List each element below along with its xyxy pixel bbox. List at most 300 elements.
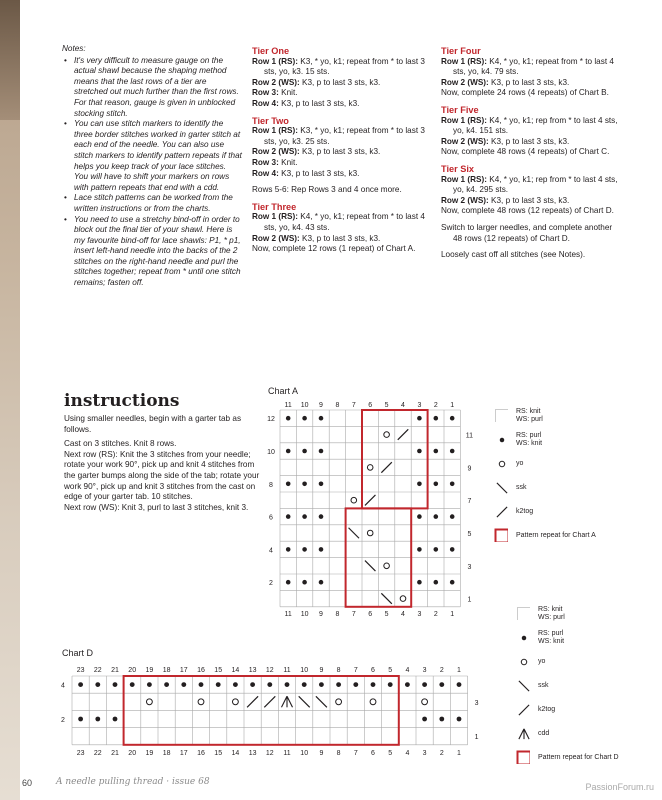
row-text: K3, * yo, k1; repeat from * to last 3 sts, yo, k3. 25 sts. <box>264 126 425 146</box>
notes-title: Notes: <box>62 44 86 53</box>
legend-label: yo <box>516 460 524 467</box>
chart-a-col-number-bottom: 1 <box>450 610 455 618</box>
pattern-row <box>441 175 621 196</box>
purl-dot <box>319 547 324 552</box>
tier-heading: Tier Four <box>441 46 481 56</box>
chart-d-col-number-top: 8 <box>336 667 341 674</box>
row-text: Now, complete 48 rows (4 repeats) of Chart C. <box>441 147 610 157</box>
chart-a-col-number-bottom: 6 <box>368 610 373 618</box>
chart-d-col-number-top: 22 <box>93 667 102 674</box>
chart-d-col-number-bottom: 4 <box>405 749 410 757</box>
k2tog-slash <box>497 507 507 517</box>
purl-dot <box>319 580 324 585</box>
chart-a-row-number-right: 5 <box>467 531 472 538</box>
legend-label: yo <box>538 658 546 665</box>
chart-d-col-number-top: 12 <box>265 667 274 674</box>
row-text: Knit. <box>281 88 298 98</box>
yo-icon <box>494 456 508 470</box>
row-label: Row 4: <box>252 168 279 178</box>
purl-dot <box>181 682 186 687</box>
row-label: Row 4: <box>252 98 279 108</box>
dot-icon <box>494 432 508 446</box>
purl-dot <box>457 717 462 722</box>
cdd-symbol <box>519 729 529 739</box>
chart-d-col-number-bottom: 7 <box>353 749 358 757</box>
pattern-row <box>441 88 621 99</box>
ssk-slash <box>365 561 375 571</box>
row-text: Knit. <box>281 157 298 167</box>
tier-heading: Tier Five <box>441 104 479 115</box>
legend-label: RS: knit <box>516 408 541 415</box>
pattern-row <box>252 169 432 180</box>
k2tog-icon <box>494 504 508 518</box>
instructions-paragraph: Next row (WS): Knit 3, purl to last 3 stitches, knit 3. <box>64 502 249 512</box>
chart-a-row-number-left: 10 <box>267 449 275 456</box>
chart-d-col-number-top: 17 <box>179 667 188 674</box>
chart-d-col-number-top: 6 <box>371 667 375 674</box>
chart-d-col-number-top: 15 <box>214 667 223 674</box>
row-text: K3, p to last 3 sts, k3. <box>281 168 360 178</box>
purl-dot <box>164 682 169 687</box>
pattern-row <box>252 234 432 245</box>
purl-dot <box>302 580 307 585</box>
ssk-slash <box>316 696 327 707</box>
purl-dot <box>439 717 444 722</box>
yo-circle <box>384 432 390 438</box>
chart-d-col-number-bottom: 16 <box>197 749 205 757</box>
chart-d-col-number-bottom: 12 <box>265 749 274 757</box>
row-text: Now, complete 48 rows (12 repeats) of Chart D. <box>441 206 614 216</box>
row-label: Row 3: <box>252 157 279 167</box>
pattern-row <box>441 116 621 137</box>
page-spine-shadow <box>0 0 20 800</box>
row-text: K3, p to last 3 sts, k3. <box>491 77 570 87</box>
purl-dot <box>417 580 422 585</box>
purl-dot <box>267 682 272 687</box>
k2tog-slash <box>519 705 529 715</box>
yo-circle <box>336 699 342 705</box>
chart-a-col-number-top: 6 <box>368 402 373 409</box>
empty-icon <box>516 606 530 620</box>
legend-label: WS: knit <box>538 638 565 645</box>
chart-d-col-number-bottom: 3 <box>422 749 427 757</box>
row-text: K3, * yo, k1; repeat from * to last 3 sts, yo, k3. 15 sts. <box>264 56 425 77</box>
chart-d-col-number-bottom: 11 <box>283 749 291 757</box>
notes-item: • You can use stitch markers to identify the three border stitches worked in garter stitch at each end of the needle. You can also use stitch markers to identify pattern repeats if that helps you keep track of your lace stitches. You will have to shift your markers on rows with pattern repeats that end with a cdd. <box>74 119 242 193</box>
row-text: K4, * yo, k1; repeat from * to last 4 sts, yo, k4. 43 sts. <box>264 212 425 232</box>
chart-a-row-number-right: 3 <box>467 563 472 571</box>
notes-section <box>62 44 242 289</box>
chart-a-col-number-bottom: 8 <box>335 610 340 618</box>
chart-d-row-number-left: 2 <box>61 717 65 724</box>
purl-dot <box>95 682 100 687</box>
purl-dot <box>302 482 307 487</box>
chart-a-row-number-right: 11 <box>465 432 474 440</box>
chart-d-col-number-bottom: 20 <box>128 749 137 757</box>
purl-dot <box>130 682 135 687</box>
page-number: 60 <box>22 778 33 788</box>
chart-d-title: Chart D <box>62 648 94 658</box>
pattern-row <box>252 244 432 255</box>
purl-dot <box>302 547 307 552</box>
chart-a-row-number-right: 9 <box>467 465 472 473</box>
row-text: Loosely cast off all stitches (see Notes). <box>441 250 586 260</box>
ssk-icon <box>494 480 508 494</box>
chart-d-col-number-top: 23 <box>76 667 85 674</box>
chart-d-col-number-top: 21 <box>111 667 119 674</box>
chart-a-col-number-top: 3 <box>417 402 422 409</box>
row-text: K3, p to last 3 sts, k3. <box>491 136 570 146</box>
chart-d-col-number-bottom: 6 <box>371 749 375 757</box>
legend-label: WS: purl <box>516 416 543 423</box>
chart-a-col-number-bottom: 11 <box>284 610 292 618</box>
chart-d-col-number-bottom: 19 <box>145 749 154 757</box>
yo-circle <box>400 596 406 602</box>
chart-d-col-number-bottom: 14 <box>231 749 240 757</box>
purl-dot <box>319 449 324 454</box>
k2tog-slash <box>264 696 275 707</box>
k2tog-icon <box>516 702 530 716</box>
yo-circle <box>232 699 238 705</box>
purl-dot <box>450 547 455 552</box>
purl-dot <box>388 682 393 687</box>
legend-label: WS: knit <box>516 440 543 447</box>
row-text: Now, complete 24 rows (4 repeats) of Chart B. <box>441 88 609 98</box>
purl-dot <box>434 547 439 552</box>
purl-dot <box>286 416 291 421</box>
legend-label: Pattern repeat for Chart D <box>538 754 619 761</box>
purl-dot <box>371 682 376 687</box>
chart-d-row-number-right: 1 <box>474 734 479 742</box>
chart-d-col-number-top: 2 <box>439 667 444 674</box>
purl-dot <box>286 547 291 552</box>
instructions-paragraph: Next row (RS): Knit the 3 stitches from your needle; rotate your work 90°, pick up and knit 4 stitches from the garter bumps along the side of the tab; rotate your work 90°, pick up and knit 3 stitches from the cast on edge of your garter tab. 10 stitches. <box>64 449 260 502</box>
chart-a-col-number-top: 10 <box>300 402 309 409</box>
legend-label: WS: purl <box>538 614 565 621</box>
yo-circle <box>422 699 428 705</box>
row-text: K3, p to last 3 sts, k3. <box>302 147 381 157</box>
purl-dot <box>450 482 455 487</box>
chart-d-col-number-bottom: 21 <box>111 749 119 757</box>
pattern-row <box>252 185 432 196</box>
purl-dot <box>450 416 455 421</box>
ssk-icon <box>516 678 530 692</box>
chart-d-col-number-bottom: 13 <box>248 749 257 757</box>
pattern-row <box>252 158 432 169</box>
notes-item: • You need to use a stretchy bind-off in order to block out the final tier of your shawl. Here is my favourite bind-off for lace shawls: P1, * p1, insert left-hand needle into the backs of the 2 stitches on the right-hand needle and purl the stitches together; repeat from * until one stitch remains; fasten off. <box>74 215 242 289</box>
yo-circle <box>499 461 504 466</box>
row-label: Row 1 (RS): <box>441 115 487 125</box>
row-label: Row 2 (WS): <box>252 77 300 87</box>
chart-a-row-number-left: 12 <box>267 416 275 424</box>
chart-d-col-number-bottom: 10 <box>300 749 309 757</box>
purl-dot <box>147 682 152 687</box>
purl-dot <box>302 514 307 519</box>
purl-dot <box>302 416 307 421</box>
ssk-slash <box>349 528 359 538</box>
chart-d-col-number-top: 20 <box>128 667 137 674</box>
chart-a-col-number-bottom: 2 <box>433 610 438 618</box>
row-text: Switch to larger needles, and complete another 48 rows (12 repeats) of Chart D. <box>441 222 613 243</box>
empty-icon <box>494 408 508 422</box>
purl-dot <box>500 438 504 442</box>
chart-a-col-number-top: 9 <box>319 402 323 409</box>
chart-d-row-number-right: 3 <box>474 699 479 707</box>
chart-a-col-number-top: 4 <box>401 402 405 409</box>
chart-d-col-number-bottom: 9 <box>319 749 324 757</box>
row-text: K3, p to last 3 sts, k3. <box>491 195 570 205</box>
yo-circle <box>370 699 376 705</box>
chart-d-col-number-top: 11 <box>283 667 291 674</box>
instructions-paragraph: Using smaller needles, begin with a garter tab as follows. <box>64 414 242 434</box>
pattern-row <box>252 78 432 89</box>
cdd-icon <box>516 726 530 740</box>
chart-a-col-number-bottom: 10 <box>300 610 309 618</box>
row-label: Row 2 (WS): <box>252 233 300 243</box>
tiers-column-1 <box>252 44 432 259</box>
purl-dot <box>286 449 291 454</box>
purl-dot <box>78 682 83 687</box>
yo-circle <box>351 497 357 503</box>
yo-circle <box>198 699 204 705</box>
chart-d-col-number-bottom: 2 <box>439 749 444 757</box>
chart-a-col-number-bottom: 3 <box>417 610 422 618</box>
chart-a-col-number-top: 11 <box>284 402 292 409</box>
repeat-icon <box>494 528 508 542</box>
purl-dot <box>522 636 526 640</box>
legend-label: ssk <box>516 484 527 491</box>
row-text: K4, * yo, k1; rep from * to last 4 sts, yo, k4. 295 sts. <box>453 174 618 195</box>
purl-dot <box>302 682 307 687</box>
ssk-slash <box>299 696 310 707</box>
tier-heading: Tier One <box>252 46 290 56</box>
row-label: Row 2 (WS): <box>441 77 489 87</box>
instructions-paragraph: Cast on 3 stitches. Knit 8 rows. <box>64 439 177 449</box>
row-label: Row 2 (WS): <box>441 195 489 205</box>
row-text: K3, p to last 3 sts, k3. <box>302 233 381 243</box>
purl-dot <box>434 514 439 519</box>
purl-dot <box>422 682 427 687</box>
ssk-slash <box>497 483 507 493</box>
row-label: Row 2 (WS): <box>441 136 489 146</box>
chart-a-col-number-bottom: 9 <box>319 610 323 618</box>
yo-circle <box>367 530 373 536</box>
chart-d-col-number-bottom: 15 <box>214 749 223 757</box>
legend-label: RS: purl <box>516 432 542 439</box>
row-text: Now, complete 12 rows (1 repeat) of Chart A. <box>252 244 416 254</box>
purl-dot <box>405 682 410 687</box>
purl-dot <box>302 449 307 454</box>
purl-dot <box>434 580 439 585</box>
pattern-row <box>441 206 621 217</box>
dot-icon <box>516 630 530 644</box>
chart-a-row-number-left: 4 <box>269 547 273 555</box>
row-label: Row 2 (WS): <box>252 147 300 157</box>
k2tog-slash <box>381 462 391 472</box>
ssk-slash <box>381 593 391 603</box>
purl-dot <box>353 682 358 687</box>
magazine-title: A needle pulling thread · issue 68 <box>56 777 210 787</box>
pattern-row <box>252 126 432 147</box>
purl-dot <box>286 580 291 585</box>
legend-label: ssk <box>538 682 549 689</box>
cdd-symbol <box>281 696 292 707</box>
purl-dot <box>417 514 422 519</box>
tier-heading: Tier Two <box>252 115 289 126</box>
chart-a-col-number-top: 2 <box>433 402 438 409</box>
purl-dot <box>199 682 204 687</box>
notes-item: • Lace stitch patterns can be worked from the written instructions or from the charts. <box>74 193 242 214</box>
row-label: Row 1 (RS): <box>441 56 487 66</box>
chart-a-legend <box>494 408 654 558</box>
chart-d-col-number-top: 13 <box>248 667 257 674</box>
purl-dot <box>233 682 238 687</box>
chart-d-legend <box>516 606 656 770</box>
chart-d-col-number-top: 7 <box>353 667 358 674</box>
chart-d-col-number-bottom: 1 <box>457 749 461 757</box>
purl-dot <box>457 682 462 687</box>
chart-a-title: Chart A <box>268 386 299 396</box>
chart-d-row-number-left: 4 <box>61 682 65 690</box>
row-text: K4, * yo, k1; repeat from * to last 4 sts, yo, k4. 79 sts. <box>453 56 614 77</box>
row-text: K3, p to last 3 sts, k3. <box>302 77 381 87</box>
purl-dot <box>417 416 422 421</box>
pattern-row <box>252 147 432 158</box>
yo-circle <box>384 563 390 569</box>
chart-d-col-number-bottom: 18 <box>162 749 171 757</box>
chart-d-col-number-bottom: 22 <box>93 749 102 757</box>
row-text: Rows 5-6: Rep Rows 3 and 4 once more. <box>252 185 402 195</box>
pattern-row <box>252 99 432 110</box>
purl-dot <box>286 482 291 487</box>
purl-dot <box>450 580 455 585</box>
purl-dot <box>439 682 444 687</box>
legend-label: cdd <box>538 730 550 737</box>
pattern-row <box>441 78 621 89</box>
pattern-row <box>441 137 621 148</box>
chart-a-grid <box>258 398 488 620</box>
purl-dot <box>336 682 341 687</box>
instructions-heading: instructions <box>64 391 180 411</box>
purl-dot <box>286 514 291 519</box>
chart-d-col-number-top: 18 <box>162 667 171 674</box>
row-label: Row 1 (RS): <box>441 174 487 184</box>
purl-dot <box>250 682 255 687</box>
purl-dot <box>417 449 422 454</box>
k2tog-slash <box>247 696 258 707</box>
yo-circle <box>367 465 373 471</box>
row-label: Row 1 (RS): <box>252 56 298 66</box>
ssk-slash <box>519 681 529 691</box>
legend-label: k2tog <box>538 706 556 713</box>
pattern-row <box>441 196 621 207</box>
purl-dot <box>285 682 290 687</box>
chart-d-col-number-top: 4 <box>405 667 410 674</box>
k2tog-slash <box>365 495 375 505</box>
chart-a-row-number-left: 8 <box>269 481 273 489</box>
pattern-row <box>252 212 432 233</box>
purl-dot <box>417 482 422 487</box>
chart-d-col-number-top: 14 <box>231 667 240 674</box>
chart-d-col-number-bottom: 8 <box>336 749 341 757</box>
tier-heading: Tier Three <box>252 201 297 212</box>
purl-dot <box>434 449 439 454</box>
purl-dot <box>216 682 221 687</box>
pattern-row <box>252 57 432 78</box>
chart-d-grid <box>52 660 512 766</box>
chart-a-col-number-bottom: 5 <box>384 610 389 618</box>
chart-d-col-number-top: 1 <box>457 667 461 674</box>
chart-d-col-number-top: 3 <box>422 667 427 674</box>
purl-dot <box>319 416 324 421</box>
pattern-row <box>252 88 432 99</box>
purl-dot <box>113 717 118 722</box>
purl-dot <box>434 416 439 421</box>
chart-d-col-number-bottom: 17 <box>179 749 188 757</box>
purl-dot <box>113 682 118 687</box>
row-text: K3, p to last 3 sts, k3. <box>281 98 360 108</box>
chart-a-col-number-bottom: 4 <box>401 610 405 618</box>
yo-circle <box>521 659 526 664</box>
purl-dot <box>450 514 455 519</box>
tier-heading: Tier Six <box>441 163 475 174</box>
row-text: K4, * yo, k1; rep from * to last 4 sts, yo, k4. 151 sts. <box>453 115 618 136</box>
chart-d-col-number-bottom: 5 <box>388 749 393 757</box>
chart-d-col-number-top: 10 <box>300 667 309 674</box>
purl-dot <box>319 514 324 519</box>
yo-circle <box>146 699 152 705</box>
purl-dot <box>417 547 422 552</box>
purl-dot <box>78 717 83 722</box>
notes-item: • It's very difficult to measure gauge on the actual shawl because the shaping method means that the last rows of a tier are stretched out much further than the first rows. For that reason, gauge is given in unblocked stocking stitch. <box>74 56 242 120</box>
chart-a-row-number-right: 7 <box>467 498 472 506</box>
notes-list <box>62 56 242 289</box>
chart-d-col-number-top: 16 <box>197 667 205 674</box>
pattern-row <box>441 250 621 261</box>
legend-label: k2tog <box>516 508 534 515</box>
row-label: Row 3: <box>252 88 279 98</box>
pattern-row <box>441 147 621 158</box>
chart-a-row-number-left: 2 <box>269 580 273 588</box>
chart-d-col-number-bottom: 23 <box>76 749 85 757</box>
legend-label: RS: knit <box>538 606 563 613</box>
legend-label: Pattern repeat for Chart A <box>516 532 596 539</box>
purl-dot <box>450 449 455 454</box>
watermark: PassionForum.ru <box>585 782 654 792</box>
k2tog-slash <box>398 429 408 439</box>
chart-a-row-number-left: 6 <box>269 514 273 522</box>
chart-a-col-number-top: 1 <box>450 402 455 409</box>
chart-d-col-number-top: 9 <box>319 667 324 674</box>
chart-d-col-number-top: 19 <box>145 667 154 674</box>
chart-d-col-number-top: 5 <box>388 667 393 674</box>
pattern-row <box>441 57 621 78</box>
purl-dot <box>422 717 427 722</box>
chart-a-row-number-right: 1 <box>467 596 472 604</box>
purl-dot <box>95 717 100 722</box>
chart-a-col-number-top: 7 <box>351 402 356 409</box>
instructions-body <box>64 414 260 517</box>
row-label: Row 1 (RS): <box>252 126 298 136</box>
chart-a-col-number-top: 8 <box>335 402 340 409</box>
purl-dot <box>434 482 439 487</box>
chart-a-col-number-bottom: 7 <box>351 610 356 618</box>
yo-icon <box>516 654 530 668</box>
purl-dot <box>319 482 324 487</box>
chart-a-col-number-top: 5 <box>384 402 389 409</box>
legend-label: RS: purl <box>538 630 564 637</box>
pattern-row <box>441 223 621 244</box>
